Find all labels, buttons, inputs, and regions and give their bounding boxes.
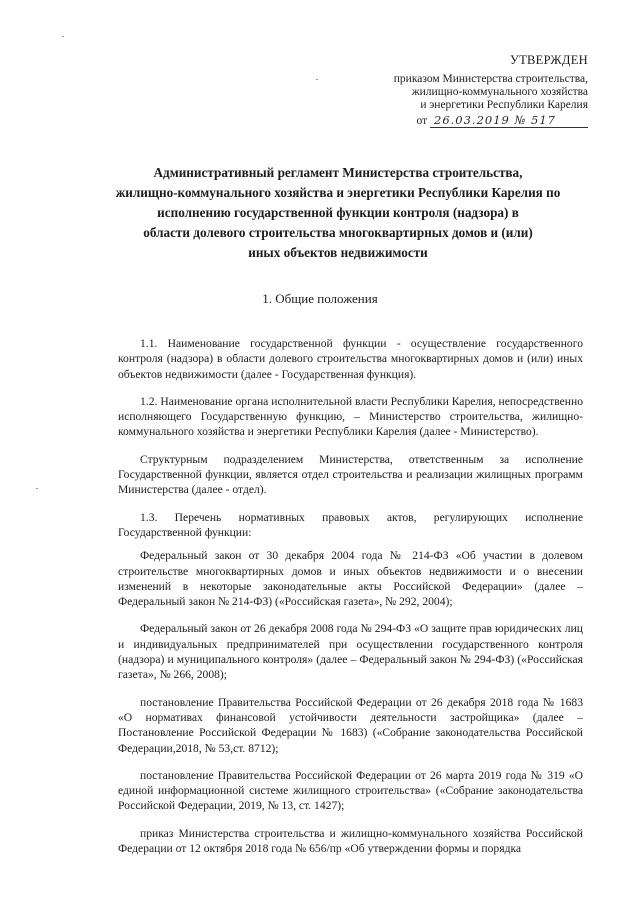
title-line: жилищно-коммунального хозяйства и энергетики Республики Карелия по — [115, 185, 561, 200]
paragraph: 1.3. Перечень нормативных правовых актов, регулирующих исполнение Государственной функции: — [118, 510, 583, 539]
approval-line: приказом Министерства строительства, — [393, 73, 588, 85]
paragraph: 1.1. Наименование государственной функции - осуществление государственного контроля (надзора) в области долевого строительства многоквартирных домов и (или) иных объектов недвижимости (далее - Государственная функция). — [118, 337, 583, 381]
approval-date-line — [288, 114, 588, 128]
title-line: иных объектов недвижимости — [248, 245, 428, 260]
date-prefix: от — [416, 115, 428, 127]
paragraph: постановление Правительства Российской Федерации от 26 декабря 2018 года № 1683 «О нормативах финансовой устойчивости деятельности застройщика» (далее – Постановление Российской Федерации № 1683) («Собрание законодательства Российской Федерации,2018, № 53,ст. 8712); — [118, 695, 583, 755]
handwritten-date-signature: 26.03.2019 № 517 — [430, 114, 588, 128]
section-heading: 1. Общие положения — [262, 291, 378, 306]
paragraph: Федеральный закон от 30 декабря 2004 года № 214-ФЗ «Об участии в долевом строительстве многоквартирных домов и иных объектов недвижимости и о внесении изменений в некоторые законодательные акты Российской Федерации» (далее – Федеральный закон № 214-ФЗ) («Российская газета», № 292, 2004); — [118, 549, 583, 609]
title-line: области долевого строительства многоквартирных домов и (или) — [143, 225, 533, 240]
scan-speck — [36, 488, 38, 489]
title-line: исполнению государственной функции контроля (надзора) в — [157, 205, 519, 220]
document-title — [88, 163, 588, 263]
scan-speck — [62, 36, 64, 37]
paragraph: Федеральный закон от 26 декабря 2008 года № 294-ФЗ «О защите прав юридических лиц и индивидуальных предпринимателей при осуществлении государственного контроля (надзора) и муниципального контроля» (далее – Федеральный закон № 294-ФЗ) («Российская газета», № 266, 2008); — [118, 622, 583, 682]
paragraph: приказ Министерства строительства и жилищно-коммунального хозяйства Российской Федерации от 12 октября 2018 года № 656/пр «Об утверждении формы и порядка — [118, 826, 583, 856]
approval-line: жилищно-коммунального хозяйства — [411, 86, 588, 98]
approval-title: УТВЕРЖДЕН — [509, 53, 588, 67]
paragraph: постановление Правительства Российской Федерации от 26 марта 2019 года № 319 «О единой информационной системе жилищного строительства» («Собрание законодательства Российской Федерации, 2019, № 13, ст. 1427); — [118, 768, 583, 813]
approval-line: и энергетики Республики Карелия — [420, 99, 588, 111]
paragraph: Структурным подразделением Министерства, ответственным за исполнение Государственной функции, является отдел строительства и реализации жилищных программ Министерства (далее - отдел). — [118, 452, 583, 497]
scan-speck — [316, 79, 318, 80]
approval-block — [288, 54, 588, 128]
paragraph: 1.2. Наименование органа исполнительной власти Республики Карелия, непосредственно исполняющего Государственную функцию, – Министерство строительства, жилищно-коммунального хозяйства и энергетики Республики Карелия (далее - Министерство). — [118, 394, 583, 439]
title-line: Административный регламент Министерства строительства, — [153, 165, 523, 180]
document-body — [118, 336, 583, 868]
